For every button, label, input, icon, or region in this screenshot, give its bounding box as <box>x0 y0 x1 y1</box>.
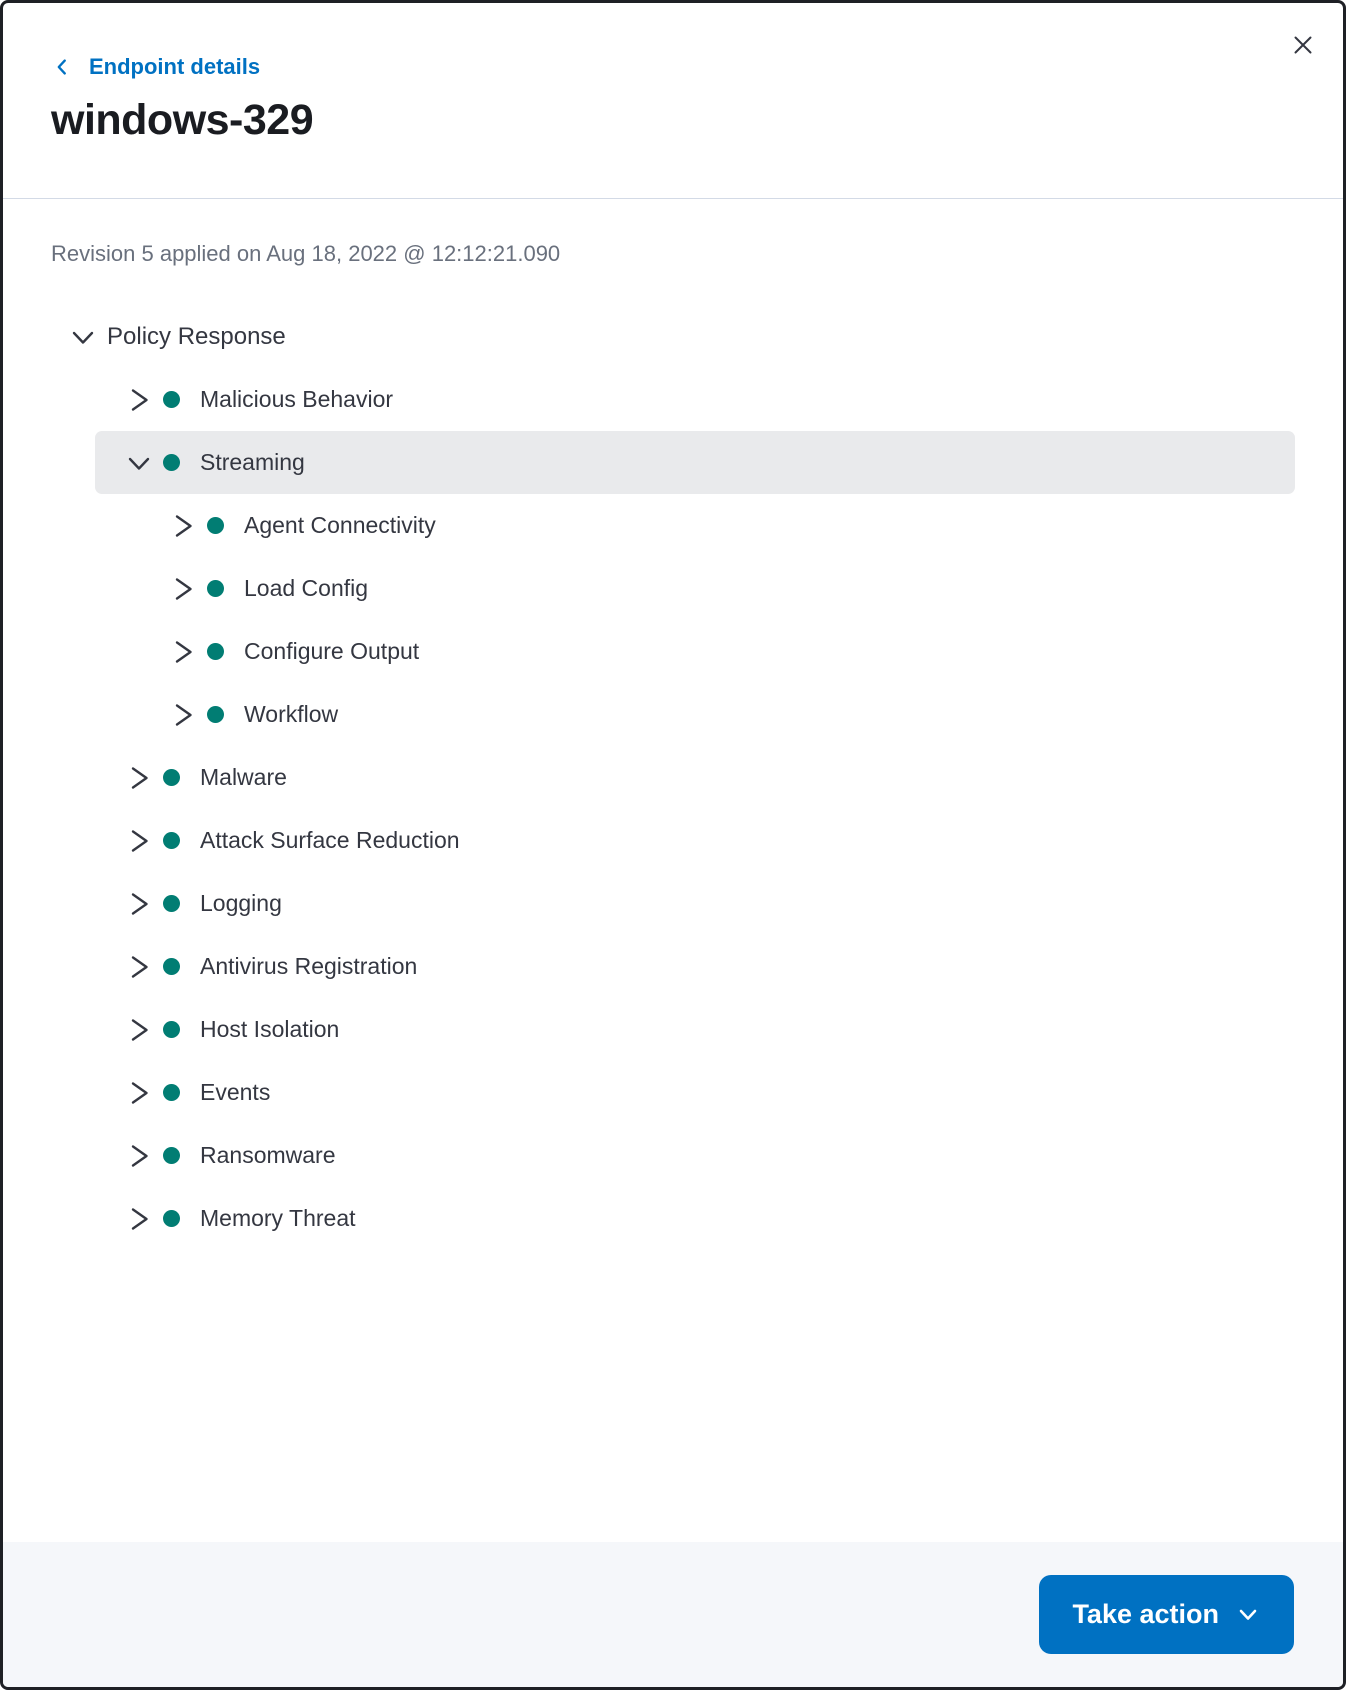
status-dot-icon <box>207 706 224 723</box>
tree-item-content <box>51 305 1295 368</box>
tree-item-content <box>95 746 1295 809</box>
tree-item-label: Configure Output <box>244 638 420 664</box>
tree-item-label: Workflow <box>244 701 339 727</box>
tree-expander[interactable] <box>125 890 153 918</box>
tree-item[interactable] <box>51 1124 1295 1187</box>
tree-item[interactable] <box>51 809 1295 872</box>
tree-item[interactable] <box>51 935 1295 998</box>
tree-item-label: Events <box>200 1079 271 1105</box>
tree-item-content <box>95 368 1295 431</box>
tree-item[interactable] <box>51 1061 1295 1124</box>
chevron-right-icon <box>125 764 153 792</box>
tree-expander[interactable] <box>125 953 153 981</box>
status-dot-icon <box>163 1147 180 1164</box>
status-dot-icon <box>163 454 180 471</box>
chevron-right-icon <box>169 575 197 603</box>
tree-expander[interactable] <box>125 764 153 792</box>
tree-expander[interactable] <box>125 449 153 477</box>
tree-item[interactable] <box>51 1187 1295 1250</box>
status-dot-icon <box>163 769 180 786</box>
chevron-right-icon <box>125 1205 153 1233</box>
tree-item-content <box>95 998 1295 1061</box>
status-dot-icon <box>163 832 180 849</box>
chevron-left-icon <box>51 56 73 78</box>
chevron-down-icon <box>125 449 153 477</box>
tree-item[interactable] <box>51 872 1295 935</box>
tree-item[interactable] <box>51 746 1295 809</box>
chevron-right-icon <box>125 1079 153 1107</box>
tree-item[interactable] <box>51 431 1295 494</box>
take-action-label: Take action <box>1072 1599 1219 1629</box>
tree-item-label: Streaming <box>200 449 305 475</box>
tree-item-content <box>95 494 1295 557</box>
tree-item-label: Attack Surface Reduction <box>200 827 460 853</box>
close-icon <box>1288 30 1318 60</box>
status-dot-icon <box>163 895 180 912</box>
tree-expander[interactable] <box>69 323 97 351</box>
close-button[interactable] <box>1283 25 1323 65</box>
back-link-label: Endpoint details <box>89 54 261 79</box>
tree-item[interactable] <box>51 494 1295 557</box>
tree-item[interactable] <box>51 305 1295 368</box>
tree-item[interactable] <box>51 998 1295 1061</box>
tree-expander[interactable] <box>169 575 197 603</box>
status-dot-icon <box>163 1084 180 1101</box>
flyout-body <box>3 199 1343 1542</box>
tree-item-label: Agent Connectivity <box>244 512 436 538</box>
flyout-footer <box>3 1542 1343 1687</box>
chevron-right-icon <box>169 512 197 540</box>
tree-item-label: Host Isolation <box>200 1016 340 1042</box>
tree-item-content <box>95 431 1295 494</box>
tree-item[interactable] <box>51 557 1295 620</box>
status-dot-icon <box>163 958 180 975</box>
tree-item-content <box>95 809 1295 872</box>
page-title: windows-329 <box>51 96 314 144</box>
tree-item-label: Malicious Behavior <box>200 386 394 412</box>
tree-expander[interactable] <box>125 1016 153 1044</box>
chevron-right-icon <box>125 1016 153 1044</box>
back-to-endpoint-details-link[interactable] <box>51 55 260 79</box>
tree-item-label: Logging <box>200 890 282 916</box>
tree-item-label: Ransomware <box>200 1142 336 1168</box>
status-dot-icon <box>163 391 180 408</box>
tree-item-content <box>95 1124 1295 1187</box>
tree-item-label: Load Config <box>244 575 369 601</box>
tree-item-content <box>95 683 1295 746</box>
tree-expander[interactable] <box>125 1205 153 1233</box>
revision-applied-text: Revision 5 applied on Aug 18, 2022 @ 12:12:21.090 <box>51 241 561 266</box>
status-dot-icon <box>207 643 224 660</box>
tree-expander[interactable] <box>125 827 153 855</box>
tree-item[interactable] <box>51 620 1295 683</box>
chevron-down-icon <box>69 323 97 351</box>
tree-expander[interactable] <box>169 512 197 540</box>
tree-item-label: Policy Response <box>107 322 286 350</box>
tree-item-content <box>95 1187 1295 1250</box>
chevron-down-icon <box>1235 1602 1261 1628</box>
tree-expander[interactable] <box>169 638 197 666</box>
chevron-right-icon <box>125 953 153 981</box>
chevron-right-icon <box>125 827 153 855</box>
tree-item-content <box>95 620 1295 683</box>
status-dot-icon <box>163 1021 180 1038</box>
status-dot-icon <box>163 1210 180 1227</box>
status-dot-icon <box>207 517 224 534</box>
tree-item-label: Antivirus Registration <box>200 953 418 979</box>
chevron-right-icon <box>169 638 197 666</box>
tree-expander[interactable] <box>169 701 197 729</box>
take-action-button[interactable] <box>1039 1575 1294 1654</box>
tree-item[interactable] <box>51 368 1295 431</box>
tree-item-content <box>95 1061 1295 1124</box>
tree-item-label: Memory Threat <box>200 1205 356 1231</box>
tree-expander[interactable] <box>125 1142 153 1170</box>
tree-item[interactable] <box>51 683 1295 746</box>
status-dot-icon <box>207 580 224 597</box>
chevron-right-icon <box>125 890 153 918</box>
chevron-right-icon <box>169 701 197 729</box>
tree-expander[interactable] <box>125 386 153 414</box>
tree-expander[interactable] <box>125 1079 153 1107</box>
tree-item-content <box>95 557 1295 620</box>
chevron-right-icon <box>125 1142 153 1170</box>
chevron-right-icon <box>125 386 153 414</box>
tree-item-content <box>95 935 1295 998</box>
tree-item-content <box>95 872 1295 935</box>
flyout-header <box>3 3 1343 199</box>
tree-item-label: Malware <box>200 764 287 790</box>
policy-response-tree <box>51 305 1295 1250</box>
